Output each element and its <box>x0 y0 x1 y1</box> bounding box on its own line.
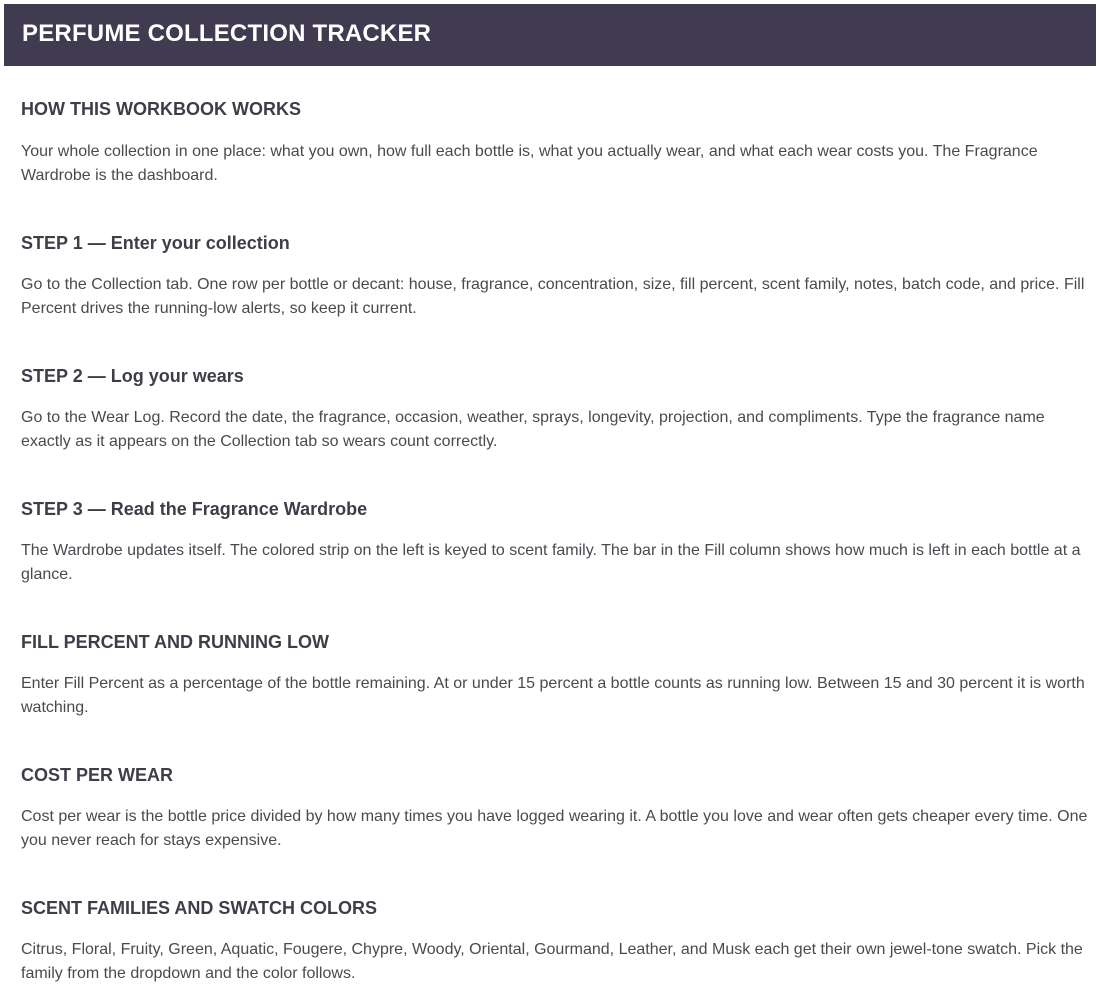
section-heading: SCENT FAMILIES AND SWATCH COLORS <box>21 898 378 918</box>
section-heading: STEP 3 — Read the Fragrance Wardrobe <box>21 499 368 519</box>
title-banner <box>4 4 1096 66</box>
section-how-it-works <box>21 98 1095 184</box>
page-title: PERFUME COLLECTION TRACKER <box>22 20 432 47</box>
section-body: The Wardrobe updates itself. The colored strip on the left is keyed to scent family. The bar in the Fill column shows how much is left in each bottle at a glance. <box>21 542 1081 583</box>
section-body: Go to the Wear Log. Record the date, the fragrance, occasion, weather, sprays, longevity, projection, and compliments. Type the fragrance name exactly as it appears on the Collection tab so wears count correctly. <box>21 409 1045 450</box>
section-step-3 <box>21 498 1095 583</box>
section-cost-per-wear <box>21 764 1095 849</box>
section-body: Citrus, Floral, Fruity, Green, Aquatic, Fougere, Chypre, Woody, Oriental, Gourmand, Leather, and Musk each get their own jewel-tone swatch. Pick the family from the dropdown and the color follows. <box>21 941 1083 982</box>
section-fill-percent <box>21 631 1095 716</box>
section-heading: COST PER WEAR <box>21 765 174 785</box>
section-heading: STEP 2 — Log your wears <box>21 366 244 386</box>
section-step-2 <box>21 365 1095 450</box>
section-body: Your whole collection in one place: what you own, how full each bottle is, what you actually wear, and what each wear costs you. The Fragrance Wardrobe is the dashboard. <box>21 143 1038 184</box>
section-heading: HOW THIS WORKBOOK WORKS <box>21 99 301 119</box>
section-step-1 <box>21 232 1095 317</box>
section-scent-families <box>21 897 1095 982</box>
section-heading: FILL PERCENT AND RUNNING LOW <box>21 632 329 652</box>
section-body: Cost per wear is the bottle price divided by how many times you have logged wearing it. A bottle you love and wear often gets cheaper every time. One you never reach for stays expensive. <box>21 808 1088 849</box>
section-heading: STEP 1 — Enter your collection <box>21 233 290 253</box>
section-body: Go to the Collection tab. One row per bottle or decant: house, fragrance, concentration, size, fill percent, scent family, notes, batch code, and price. Fill Percent drives the running-low alerts, so keep it current. <box>21 276 1085 317</box>
section-body: Enter Fill Percent as a percentage of the bottle remaining. At or under 15 percent a bottle counts as running low. Between 15 and 30 percent it is worth watching. <box>21 675 1085 716</box>
